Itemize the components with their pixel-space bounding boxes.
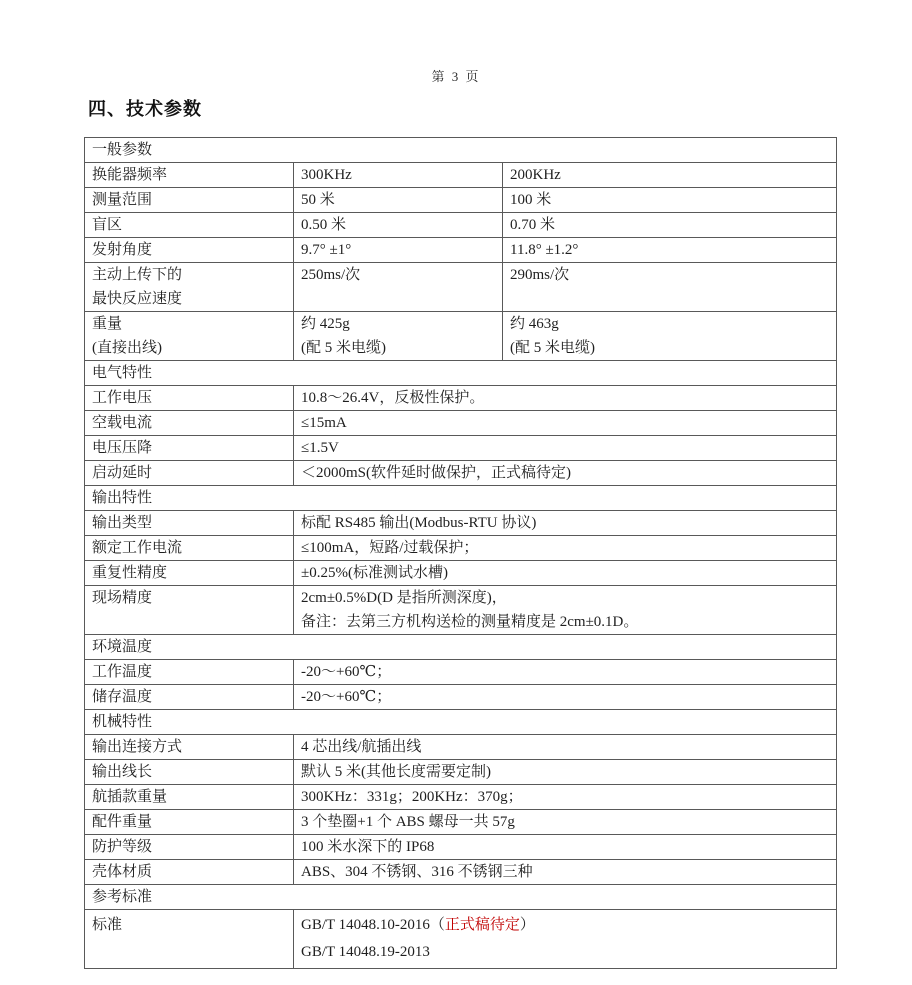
cell-text-line: (直接出线) [92, 340, 162, 356]
parameter-value-cell [294, 511, 837, 536]
cell-text-line: 290ms/次 [510, 267, 570, 283]
cell-text-line: 发射角度 [92, 242, 153, 258]
parameter-label-cell [85, 312, 294, 361]
table-body [85, 138, 837, 969]
parameter-row [85, 436, 837, 461]
parameter-label-cell [85, 163, 294, 188]
value-200khz-cell [503, 213, 837, 238]
cell-text-line: 输出类型 [92, 515, 153, 531]
cell-text-line: 参考标准 [92, 889, 153, 905]
page-number: 第 3 页 [431, 69, 481, 84]
value-200khz-cell [503, 263, 837, 312]
cell-text-line: 300KHz：331g；200KHz：370g； [301, 789, 523, 805]
section-label-cell [85, 138, 837, 163]
parameter-value-cell [294, 910, 837, 969]
parameter-label-cell [85, 810, 294, 835]
cell-text-line: 3 个垫圈+1 个 ABS 螺母一共 57g [301, 814, 515, 830]
section-header-row [85, 361, 837, 386]
parameter-row [85, 511, 837, 536]
parameter-row [85, 561, 837, 586]
cell-text-line: 0.70 米 [510, 217, 556, 233]
cell-text-line: 0.50 米 [301, 217, 347, 233]
parameter-label-cell [85, 685, 294, 710]
cell-text-line: 11.8° ±1.2° [510, 242, 579, 258]
section-header-row [85, 635, 837, 660]
parameter-row [85, 536, 837, 561]
parameter-label-cell [85, 910, 294, 969]
cell-text-line: 工作温度 [92, 664, 153, 680]
parameter-row [85, 411, 837, 436]
value-300khz-cell [294, 263, 503, 312]
cell-text-line: ≤1.5V [301, 440, 339, 456]
parameter-label-cell [85, 785, 294, 810]
parameter-label-cell [85, 213, 294, 238]
cell-text-line: 输出特性 [92, 490, 153, 506]
cell-text-line: -20～+60℃； [301, 664, 392, 680]
cell-text-line: 配件重量 [92, 814, 153, 830]
parameter-value-cell [294, 536, 837, 561]
cell-text-line: 重量 [92, 316, 123, 332]
parameter-value-cell [294, 760, 837, 785]
parameter-row [85, 835, 837, 860]
parameter-row [85, 188, 837, 213]
parameter-row [85, 910, 837, 969]
cell-text-line: 主动上传下的 [92, 267, 183, 283]
cell-text-line: 备注：去第三方机构送检的测量精度是 2cm±0.1D。 [301, 614, 639, 630]
cell-text-line: 250ms/次 [301, 267, 361, 283]
section-label-cell [85, 635, 837, 660]
cell-text-line: 工作电压 [92, 390, 153, 406]
cell-text-segment: GB/T 14048.10-2016（ [301, 917, 445, 933]
cell-text-line: 10.8～26.4V，反极性保护。 [301, 390, 485, 406]
cell-text-line: 航插款重量 [92, 789, 168, 805]
cell-text-line: 最快反应速度 [92, 291, 183, 307]
parameter-value-cell [294, 810, 837, 835]
section-label-cell [85, 885, 837, 910]
section-label-cell [85, 361, 837, 386]
parameter-row [85, 685, 837, 710]
cell-text-line: ≤15mA [301, 415, 347, 431]
parameter-row [85, 660, 837, 685]
parameter-label-cell [85, 511, 294, 536]
cell-text-line: 额定工作电流 [92, 540, 183, 556]
cell-text-line: 标配 RS485 输出(Modbus-RTU 协议) [301, 515, 537, 531]
value-300khz-cell [294, 213, 503, 238]
parameter-row [85, 860, 837, 885]
cell-text-line: 300KHz [301, 167, 352, 183]
technical-parameters-table [84, 137, 837, 969]
parameter-label-cell [85, 461, 294, 486]
parameter-row [85, 760, 837, 785]
cell-text-line: ＜2000mS(软件延时做保护，正式稿待定) [301, 465, 572, 481]
cell-text-line: 现场精度 [92, 590, 153, 606]
cell-text-line: 9.7° ±1° [301, 242, 352, 258]
parameter-label-cell [85, 660, 294, 685]
section-heading: 四、技术参数 [88, 99, 202, 119]
parameter-value-cell [294, 411, 837, 436]
parameter-label-cell [85, 411, 294, 436]
cell-text-line: 输出线长 [92, 764, 153, 780]
cell-text-line: 测量范围 [92, 192, 153, 208]
value-200khz-cell [503, 163, 837, 188]
parameter-value-cell [294, 660, 837, 685]
parameter-row [85, 213, 837, 238]
value-300khz-cell [294, 188, 503, 213]
parameter-value-cell [294, 785, 837, 810]
parameter-label-cell [85, 586, 294, 635]
section-header-row [85, 885, 837, 910]
cell-text-line: 约 425g [301, 316, 350, 332]
parameter-value-cell [294, 835, 837, 860]
cell-text-line: 50 米 [301, 192, 335, 208]
parameter-row [85, 263, 837, 312]
parameter-row [85, 810, 837, 835]
cell-text-line: 环境温度 [92, 639, 153, 655]
parameter-label-cell [85, 735, 294, 760]
cell-text-line: 200KHz [510, 167, 561, 183]
parameter-value-cell [294, 586, 837, 635]
value-300khz-cell [294, 238, 503, 263]
cell-text-line: (配 5 米电缆) [301, 340, 386, 356]
cell-text-line: 电气特性 [92, 365, 153, 381]
parameter-value-cell [294, 386, 837, 411]
parameter-value-cell [294, 561, 837, 586]
cell-text-line: 机械特性 [92, 714, 153, 730]
parameter-value-cell [294, 860, 837, 885]
cell-text-line: (配 5 米电缆) [510, 340, 595, 356]
cell-text-line: -20～+60℃； [301, 689, 392, 705]
parameter-label-cell [85, 263, 294, 312]
parameter-row [85, 461, 837, 486]
parameter-row [85, 163, 837, 188]
cell-text-line: 空载电流 [92, 415, 153, 431]
parameter-row [85, 386, 837, 411]
parameter-label-cell [85, 188, 294, 213]
cell-text-line: 约 463g [510, 316, 559, 332]
parameter-value-cell [294, 735, 837, 760]
parameter-label-cell [85, 386, 294, 411]
section-header-row [85, 138, 837, 163]
highlighted-red-text: 正式稿待定 [444, 917, 520, 933]
cell-text-line: 默认 5 米(其他长度需要定制) [301, 764, 491, 780]
cell-text-line: 2cm±0.5%D(D 是指所测深度)， [301, 590, 507, 606]
cell-text-line: 盲区 [92, 217, 123, 233]
parameter-row [85, 785, 837, 810]
section-label-cell [85, 486, 837, 511]
cell-text-line: 100 米 [510, 192, 552, 208]
value-200khz-cell [503, 188, 837, 213]
section-header-row [85, 486, 837, 511]
value-300khz-cell [294, 312, 503, 361]
cell-text-segment: ） [519, 917, 535, 933]
cell-text-line: 输出连接方式 [92, 739, 183, 755]
cell-text-line: 4 芯出线/航插出线 [301, 739, 422, 755]
parameter-row [85, 735, 837, 760]
parameter-value-cell [294, 461, 837, 486]
cell-text-line: 重复性精度 [92, 565, 168, 581]
parameter-label-cell [85, 835, 294, 860]
cell-text-line: ≤100mA，短路/过载保护； [301, 540, 479, 556]
parameter-row [85, 238, 837, 263]
cell-text-line: 标准 [92, 917, 123, 933]
cell-text-line: 换能器频率 [92, 167, 168, 183]
parameter-row [85, 312, 837, 361]
parameter-row [85, 586, 837, 635]
value-300khz-cell [294, 163, 503, 188]
section-label-cell [85, 710, 837, 735]
cell-text-line: 电压压降 [92, 440, 153, 456]
parameter-label-cell [85, 238, 294, 263]
cell-text-line: 一般参数 [92, 142, 153, 158]
parameter-value-cell [294, 685, 837, 710]
parameter-label-cell [85, 536, 294, 561]
value-200khz-cell [503, 238, 837, 263]
parameter-value-cell [294, 436, 837, 461]
parameter-label-cell [85, 436, 294, 461]
cell-text-line: 防护等级 [92, 839, 153, 855]
cell-text-line: ±0.25%(标准测试水槽) [301, 565, 448, 581]
parameter-label-cell [85, 860, 294, 885]
cell-text-line: 100 米水深下的 IP68 [301, 839, 435, 855]
cell-text-line: ABS、304 不锈钢、316 不锈钢三种 [301, 864, 533, 880]
value-200khz-cell [503, 312, 837, 361]
cell-text-line: GB/T 14048.19-2013 [301, 944, 430, 960]
cell-text-line: 启动延时 [92, 465, 153, 481]
section-header-row [85, 710, 837, 735]
cell-text-line: 储存温度 [92, 689, 153, 705]
cell-text-line: 壳体材质 [92, 864, 153, 880]
parameter-label-cell [85, 760, 294, 785]
cell-text-line [301, 912, 832, 939]
parameter-label-cell [85, 561, 294, 586]
